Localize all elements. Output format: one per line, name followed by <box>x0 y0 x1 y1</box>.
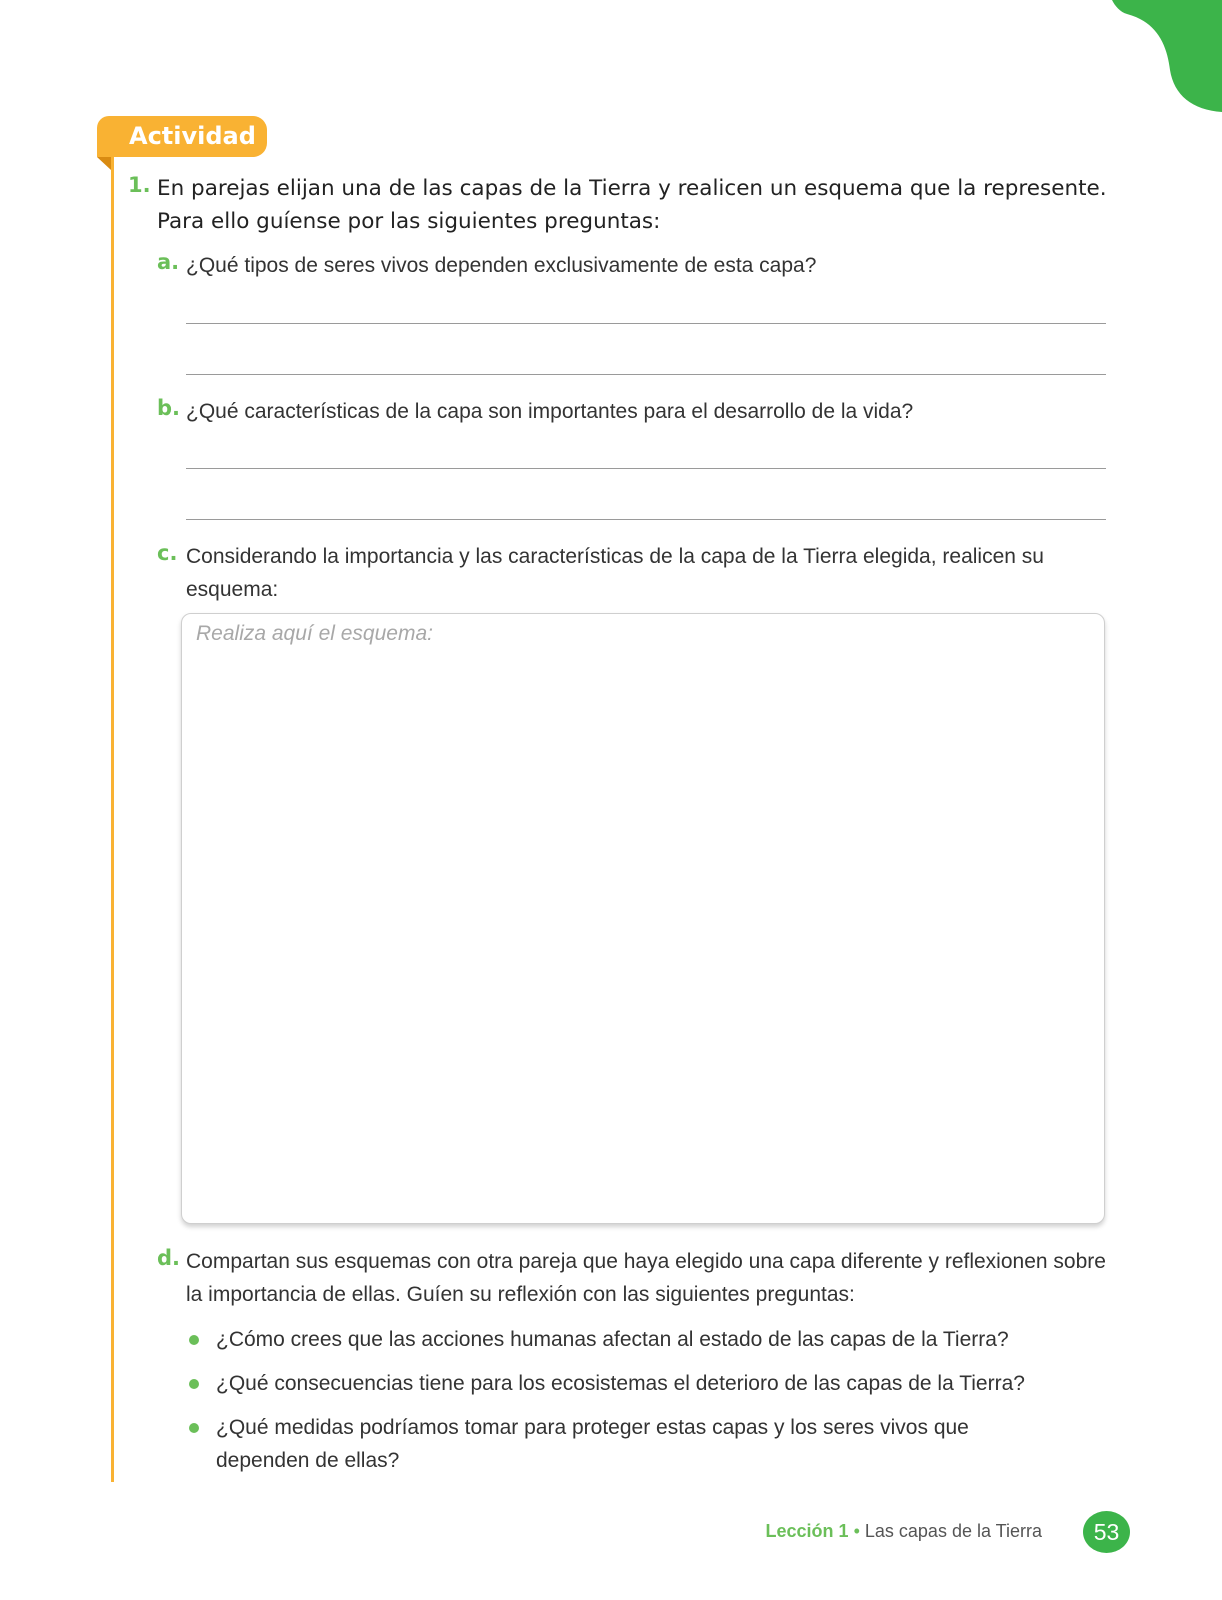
activity-tab: Actividad <box>97 116 267 157</box>
item-d-letter: d. <box>157 1246 181 1270</box>
activity-side-bar <box>111 157 114 1482</box>
question-number: 1. <box>128 173 151 197</box>
page-number-badge: 53 <box>1083 1511 1130 1553</box>
sketch-area[interactable] <box>181 613 1105 1224</box>
bullet-dot <box>189 1423 199 1433</box>
corner-decoration <box>1112 0 1222 115</box>
item-c-text: Considerando la importancia y las características de la capa de la Tierra elegida, realicen su esquema: <box>186 545 1044 601</box>
item-a-text: ¿Qué tipos de seres vivos dependen exclusivamente de esta capa? <box>186 254 817 277</box>
footer-separator: • <box>853 1521 860 1541</box>
sketch-hint: Realiza aquí el esquema: <box>196 622 433 645</box>
bullet-item-3: ¿Qué medidas podríamos tomar para proteger estas capas y los seres vivos que dependen de ellas? <box>216 1416 969 1472</box>
footer-topic: Las capas de la Tierra <box>864 1521 1042 1541</box>
activity-tab-fold <box>97 157 111 170</box>
answer-line-b1[interactable] <box>186 468 1106 469</box>
bullet-dot <box>189 1335 199 1345</box>
footer-lesson <box>766 1521 1042 1542</box>
question-text: En parejas elijan una de las capas de la Tierra y realicen un esquema que la represente. Para ello guíense por las siguientes preguntas: <box>157 176 1107 234</box>
item-c-letter: c. <box>157 541 178 565</box>
footer-lesson-label: Lección 1 <box>765 1521 849 1541</box>
answer-line-a2[interactable] <box>186 374 1106 375</box>
bullet-item-1: ¿Cómo crees que las acciones humanas afectan al estado de las capas de la Tierra? <box>216 1328 1009 1351</box>
answer-line-a1[interactable] <box>186 323 1106 324</box>
item-b-text: ¿Qué características de la capa son importantes para el desarrollo de la vida? <box>186 400 914 423</box>
bullet-item-2: ¿Qué consecuencias tiene para los ecosistemas el deterioro de las capas de la Tierra? <box>216 1372 1025 1395</box>
item-d-text: Compartan sus esquemas con otra pareja que haya elegido una capa diferente y reflexionen sobre la importancia de ellas. Guíen su reflexión con las siguientes preguntas: <box>186 1250 1106 1306</box>
answer-line-b2[interactable] <box>186 519 1106 520</box>
item-b-letter: b. <box>157 396 181 420</box>
bullet-dot <box>189 1379 199 1389</box>
item-a-letter: a. <box>157 250 180 274</box>
